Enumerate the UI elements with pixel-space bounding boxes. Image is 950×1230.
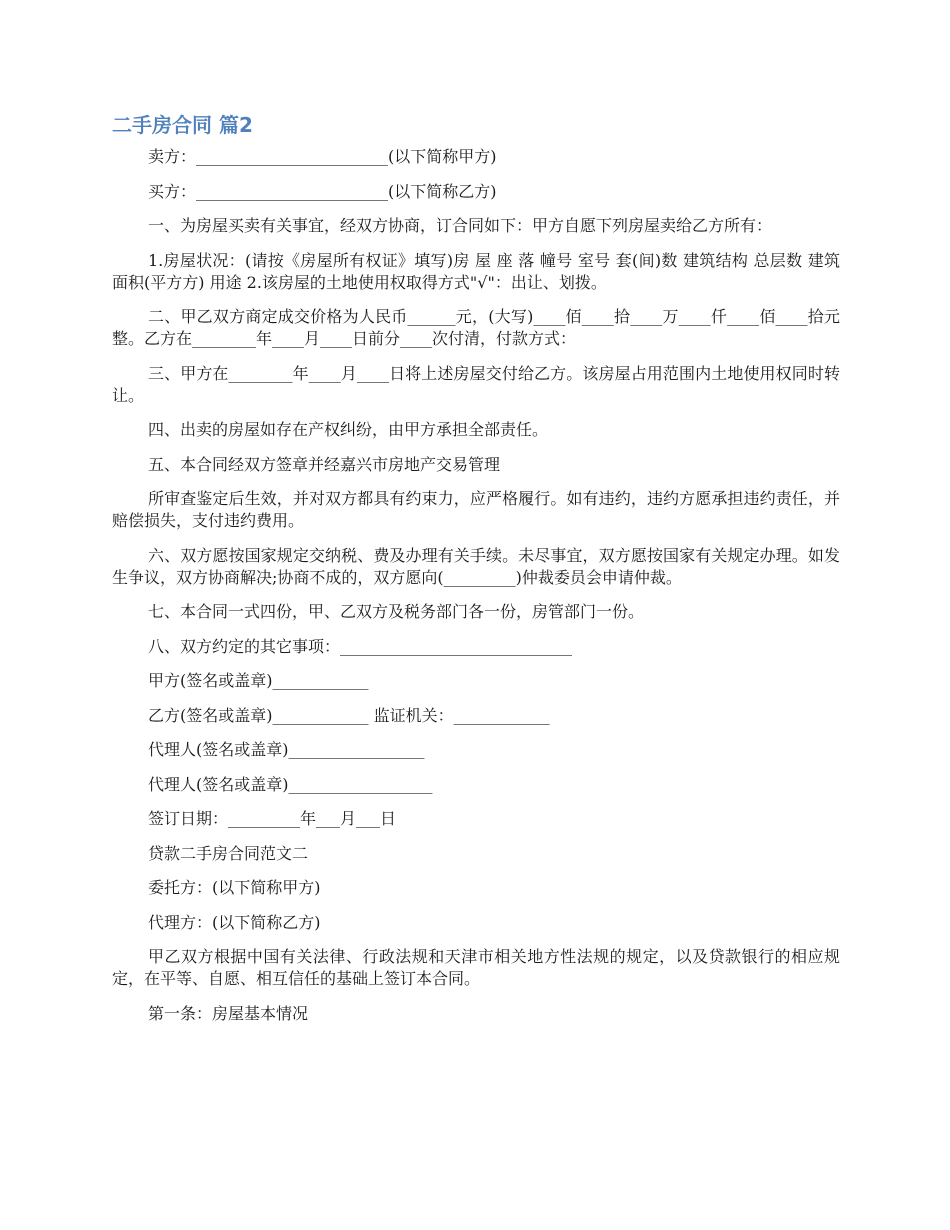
clause-2-price: 二、甲乙双方商定成交价格为人民币______元，(大写)____佰____拾____万____仟____佰____拾元整。乙方在________年____月____日前分____次付清，付款方式： <box>112 307 840 348</box>
preamble: 甲乙双方根据中国有关法律、行政法规和天津市相关地方性法规的规定，以及贷款银行的相应规定，在平等、自愿、相互信任的基础上签订本合同。 <box>112 947 840 988</box>
clause-5-signing: 五、本合同经双方签章并经嘉兴市房地产交易管理 <box>148 454 501 474</box>
agent-party: 代理方：(以下简称乙方) <box>148 912 321 932</box>
clause-house-status: 1.房屋状况：(请按《房屋所有权证》填写)房 屋 座 落 幢号 室号 套(间)数 建筑结构 总层数 建筑面积(平方方) 用途 2.该房屋的土地使用权取得方式"√"：出让、划拨。 <box>112 250 840 292</box>
article-1-heading: 第一条：房屋基本情况 <box>148 1003 309 1023</box>
signature-agent-1: 代理人(签名或盖章)_________________ <box>148 740 425 759</box>
clause-6-taxes: 六、双方愿按国家规定交纳税、费及办理有关手续。未尽事宜，双方愿按国家有关规定办理。如发生争议，双方协商解决;协商不成的，双方愿向(_________)仲裁委员会申请仲裁。 <box>112 545 840 587</box>
clause-1: 一、为房屋买卖有关事宜，经双方协商，订合同如下：甲方自愿下列房屋卖给乙方所有： <box>148 216 773 235</box>
signing-date: 签订日期：_________年___月___日 <box>148 809 397 828</box>
principal-party: 委托方：(以下简称甲方) <box>148 878 321 897</box>
clause-3-delivery: 三、甲方在________年____月____日将上述房屋交付给乙方。该房屋占用范围内土地使用权同时转让。 <box>112 363 840 405</box>
document-title: 二手房合同 篇2 <box>112 113 253 137</box>
clause-seller: 卖方：________________________(以下简称甲方) <box>148 147 497 166</box>
signature-agent-2: 代理人(签名或盖章)__________________ <box>148 774 433 794</box>
section-heading-2: 贷款二手房合同范文二 <box>148 843 309 863</box>
signature-party-b: 乙方(签名或盖章)____________ 监证机关：____________ <box>148 705 550 725</box>
document-body <box>112 110 840 1037</box>
signature-party-a: 甲方(签名或盖章)____________ <box>148 671 369 690</box>
clause-buyer: 买方：________________________(以下简称乙方) <box>148 181 497 201</box>
clause-8-other: 八、双方约定的其它事项：_____________________________ <box>148 636 573 656</box>
clause-4-dispute: 四、出卖的房屋如存在产权纠纷，由甲方承担全部责任。 <box>148 420 549 439</box>
clause-7-copies: 七、本合同一式四份，甲、乙双方及税务部门各一份，房管部门一份。 <box>148 602 645 621</box>
clause-5-continued: 所审查鉴定后生效，并对双方都具有约束力，应严格履行。如有违约，违约方愿承担违约责任，并赔偿损失，支付违约费用。 <box>112 489 840 530</box>
